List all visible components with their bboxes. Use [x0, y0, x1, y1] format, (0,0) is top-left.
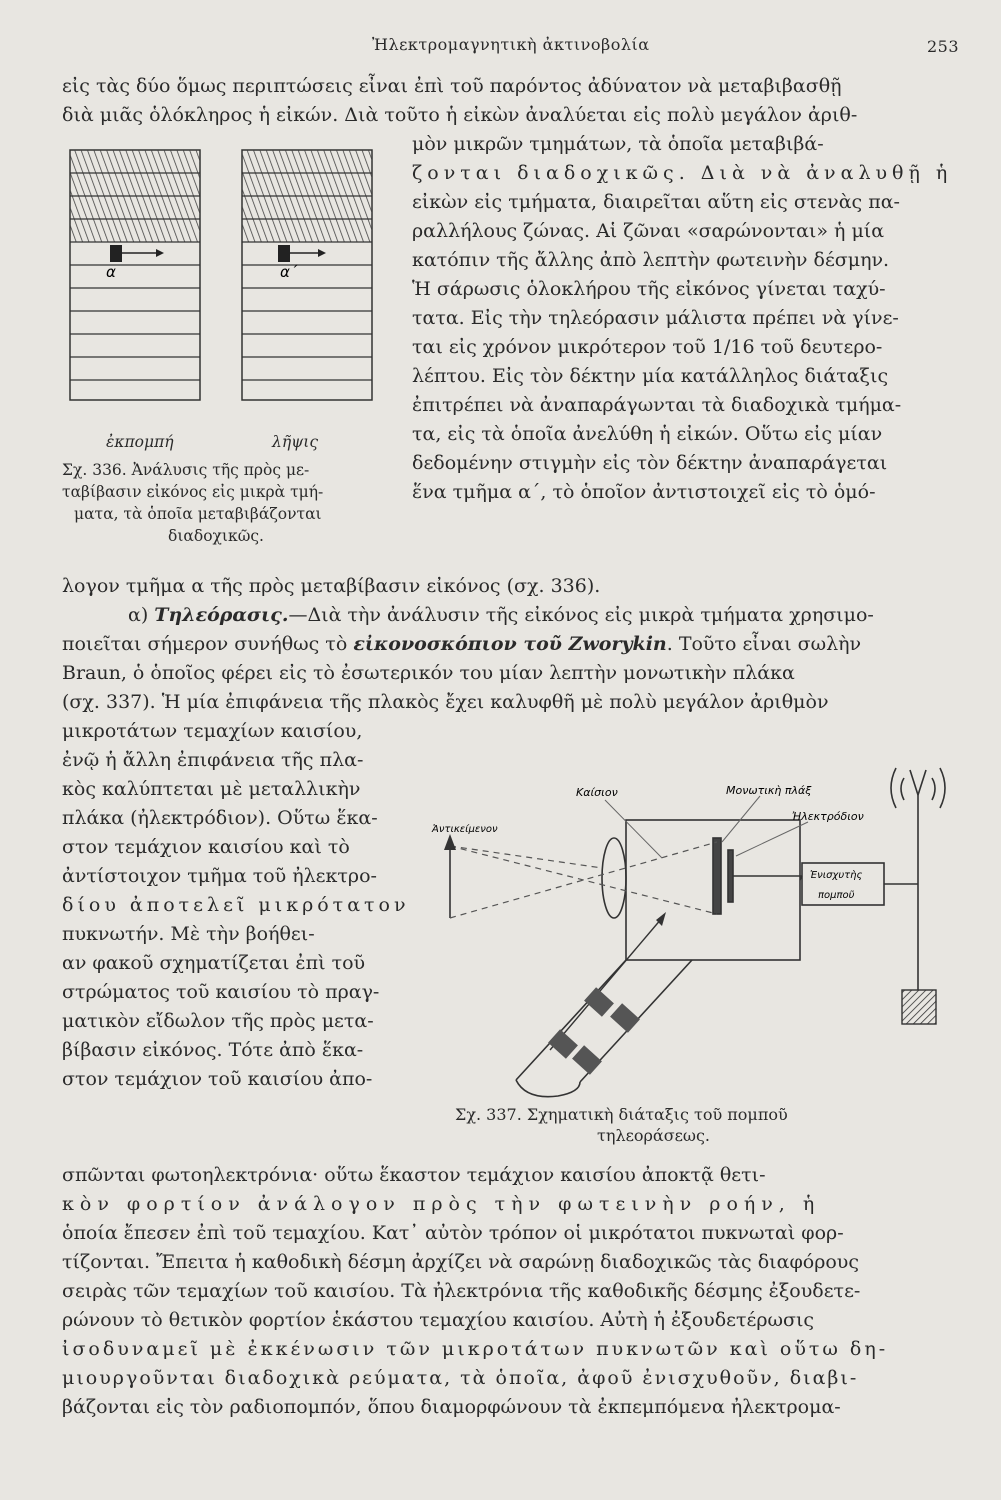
text-line: ἀντίστοιχον τμῆμα τοῦ ἠλεκτρο-: [62, 865, 377, 887]
fig337-caption-line: τηλεοράσεως.: [597, 1126, 711, 1145]
text-line: σπῶνται φωτοηλεκτρόνια· οὕτω ἕκαστον τεμάχιον καισίου ἀποκτᾷ θετι-: [62, 1164, 766, 1186]
text-line: Ἡ σάρωσις ὁλοκλήρου τῆς εἰκόνος γίνεται ταχύ-: [412, 278, 886, 300]
section-line-rest: —Διὰ τὴν ἀνάλυσιν τῆς εἰκόνος εἰς μικρὰ τμήματα χρησιμο-: [288, 604, 874, 626]
text-line: ἐπιτρέπει νὰ ἀναπαράγωνται τὰ διαδοχικὰ τμήμα-: [412, 394, 902, 416]
section-title: Τηλεόρασις.: [154, 604, 289, 626]
text-line: βίβασιν εἰκόνος. Τότε ἀπὸ ἕκα-: [62, 1039, 364, 1061]
label-cesium: Καίσιον: [576, 786, 618, 799]
label-amplifier-1: Ἐνισχυτὴς: [810, 870, 863, 881]
text-line: λέπτου. Εἰς τὸν δέκτην μία κατάλληλος διάταξις: [412, 365, 889, 387]
text-line: ζονται διαδοχικῶς. Διὰ νὰ ἀναλυθῇ ἡ: [412, 162, 953, 184]
fig336-caption-line: ταβίβασιν εἰκόνος εἰς μικρὰ τμή-: [62, 483, 324, 501]
figure-336: [66, 145, 386, 420]
text-line: δίου ἀποτελεῖ μικρότατον: [62, 894, 410, 916]
text-line: ραλλήλους ζώνας. Αἱ ζῶναι «σαρώνονται» ἡ μία: [412, 220, 885, 242]
section-prefix: α): [128, 604, 155, 626]
object-arrow: [444, 834, 456, 850]
label-amplifier-2: πομποῦ: [818, 890, 855, 901]
text-line: (σχ. 337). Ἡ μία ἐπιφάνεια τῆς πλακὸς ἔχει καλυφθῆ μὲ πολὺ μεγάλον ἀριθμὸν: [62, 691, 829, 713]
text-line: ματικὸν εἴδωλον τῆς πρὸς μετα-: [62, 1010, 374, 1032]
section-a-line-2: [62, 632, 861, 656]
running-title: Ἠλεκτρομαγνητικὴ ἀκτινοβολία: [372, 35, 650, 54]
text-line: αν φακοῦ σχηματίζεται ἐπὶ τοῦ: [62, 952, 366, 974]
page-number: 253: [927, 37, 960, 56]
text-line: ρώνουν τὸ θετικὸν φορτίον ἑκάστου τεμαχίου καισίου. Αὐτὴ ἡ ἐξουδετέρωσις: [62, 1309, 815, 1331]
text-line: τα, εἰς τὰ ὁποῖα ἀνελύθη ἡ εἰκών. Οὕτω εἰς μίαν: [412, 423, 883, 445]
text-line: τατα. Εἰς τὴν τηλεόρασιν μάλιστα πρέπει νὰ γίνε-: [412, 307, 899, 329]
fig336-label-a-prime: α΄: [280, 263, 298, 281]
text-line: δεδομένην στιγμὴν εἰς τὸν δέκτην ἀναπαράγεται: [412, 452, 888, 474]
text-line: μὸν μικρῶν τμημάτων, τὰ ὁποῖα μεταβιβά-: [412, 133, 824, 155]
label-object: Ἀντικείμενον: [432, 824, 498, 835]
fig336-caption-line: διαδοχικῶς.: [168, 527, 264, 545]
text-line: σειρὰς τῶν τεμαχίων τοῦ καισίου. Τὰ ἠλεκτρόνια τῆς καθοδικῆς δέσμης ἐξουδετε-: [62, 1280, 861, 1302]
fig337-caption-line: Σχ. 337. Σχηματικὴ διάταξις τοῦ πομποῦ: [455, 1105, 788, 1124]
text-line: πυκνωτήν. Μὲ τὴν βοήθει-: [62, 923, 315, 945]
text-line: διὰ μιᾶς ὁλόκληρος ἡ εἰκών. Διὰ τοῦτο ἡ εἰκὼν ἀναλύεται εἰς πολὺ μεγάλον ἀριθ-: [62, 104, 858, 126]
label-insulating-plate: Μονωτικὴ πλάξ: [726, 784, 812, 797]
fig336-label-a: α: [106, 263, 116, 281]
text-line: ἰσοδυναμεῖ μὲ ἐκκένωσιν τῶν μικροτάτων πυκνωτῶν καὶ οὕτω δη-: [62, 1338, 889, 1360]
insulating-plate: [713, 838, 721, 914]
figure-337: [430, 750, 970, 1100]
text-line: κατόπιν τῆς ἄλλης ἀπὸ λεπτὴν φωτεινὴν δέσμην.: [412, 249, 890, 271]
text-line: βάζονται εἰς τὸν ραδιοπομπόν, ὅπου διαμορφώνουν τὰ ἐκπεμπόμενα ἠλεκτρομα-: [62, 1396, 841, 1418]
text-line: Braun, ὁ ὁποῖος φέρει εἰς τὸ ἐσωτερικόν του μίαν λεπτὴν μονωτικὴν πλάκα: [62, 662, 795, 684]
lens: [602, 838, 626, 918]
text-line: ἕνα τμῆμα α΄, τὸ ὁποῖον ἀντιστοιχεῖ εἰς τὸ ὁμό-: [412, 481, 876, 503]
text-run: . Τοῦτο εἶναι σωλὴν: [666, 633, 862, 655]
section-a-line-1: [128, 603, 874, 627]
bold-term: εἰκονοσκόπιον τοῦ Zworykin: [353, 633, 667, 655]
fig336-label-emission: ἐκπομπή: [106, 433, 174, 451]
text-line: στον τεμάχιον καισίου καὶ τὸ: [62, 836, 350, 858]
text-line: πλάκα (ἠλεκτρόδιον). Οὕτω ἕκα-: [62, 807, 378, 829]
fig336-label-reception: λῆψις: [272, 433, 319, 451]
text-line: στρώματος τοῦ καισίου τὸ πραγ-: [62, 981, 380, 1003]
ground-block: [902, 990, 936, 1024]
text-line: κὸν φορτίον ἀνάλογον πρὸς τὴν φωτεινὴν ροήν, ἡ: [62, 1193, 821, 1215]
reception-grid: [242, 150, 372, 400]
text-run: ποιεῖται σήμερον συνήθως τὸ: [62, 633, 354, 655]
text-line: ται εἰς χρόνον μικρότερον τοῦ 1/16 τοῦ δευτερο-: [412, 336, 883, 358]
fig336-caption-line: ματα, τὰ ὁποῖα μεταβιβάζονται: [74, 505, 322, 523]
text-line: κὸς καλύπτεται μὲ μεταλλικὴν: [62, 778, 361, 800]
emission-grid: [70, 150, 200, 400]
fig336-caption-line: Σχ. 336. Ἀνάλυσις τῆς πρὸς με-: [62, 461, 310, 479]
text-line: μικροτάτων τεμαχίων καισίου,: [62, 720, 363, 742]
text-line: εἰς τὰς δύο ὅμως περιπτώσεις εἶναι ἐπὶ τοῦ παρόντος ἀδύνατον νὰ μεταβιβασθῇ: [62, 75, 842, 97]
text-line: ἐνῷ ἡ ἄλλη ἐπιφάνεια τῆς πλα-: [62, 749, 364, 771]
text-line: λογον τμῆμα α τῆς πρὸς μεταβίβασιν εἰκόνος (σχ. 336).: [62, 575, 601, 597]
text-line: ὁποία ἔπεσεν ἐπὶ τοῦ τεμαχίου. Κατ᾽ αὐτὸν τρόπον οἱ μικρότατοι πυκνωταὶ φορ-: [62, 1222, 844, 1244]
electron-gun: [516, 1080, 580, 1097]
label-electrode: Ἠλεκτρόδιον: [792, 810, 864, 823]
text-line: μιουργοῦνται διαδοχικὰ ρεύματα, τὰ ὁποῖα, ἀφοῦ ἐνισχυθοῦν, διαβι-: [62, 1367, 859, 1389]
text-line: τίζονται. Ἔπειτα ἡ καθοδικὴ δέσμη ἀρχίζει νὰ σαρώνῃ διαδοχικῶς τὰς διαφόρους: [62, 1251, 859, 1273]
text-line: στον τεμάχιον τοῦ καισίου ἀπο-: [62, 1068, 373, 1090]
text-line: εἰκὼν εἰς τμήματα, διαιρεῖται αὕτη εἰς στενὰς πα-: [412, 191, 900, 213]
electrode: [728, 850, 733, 902]
